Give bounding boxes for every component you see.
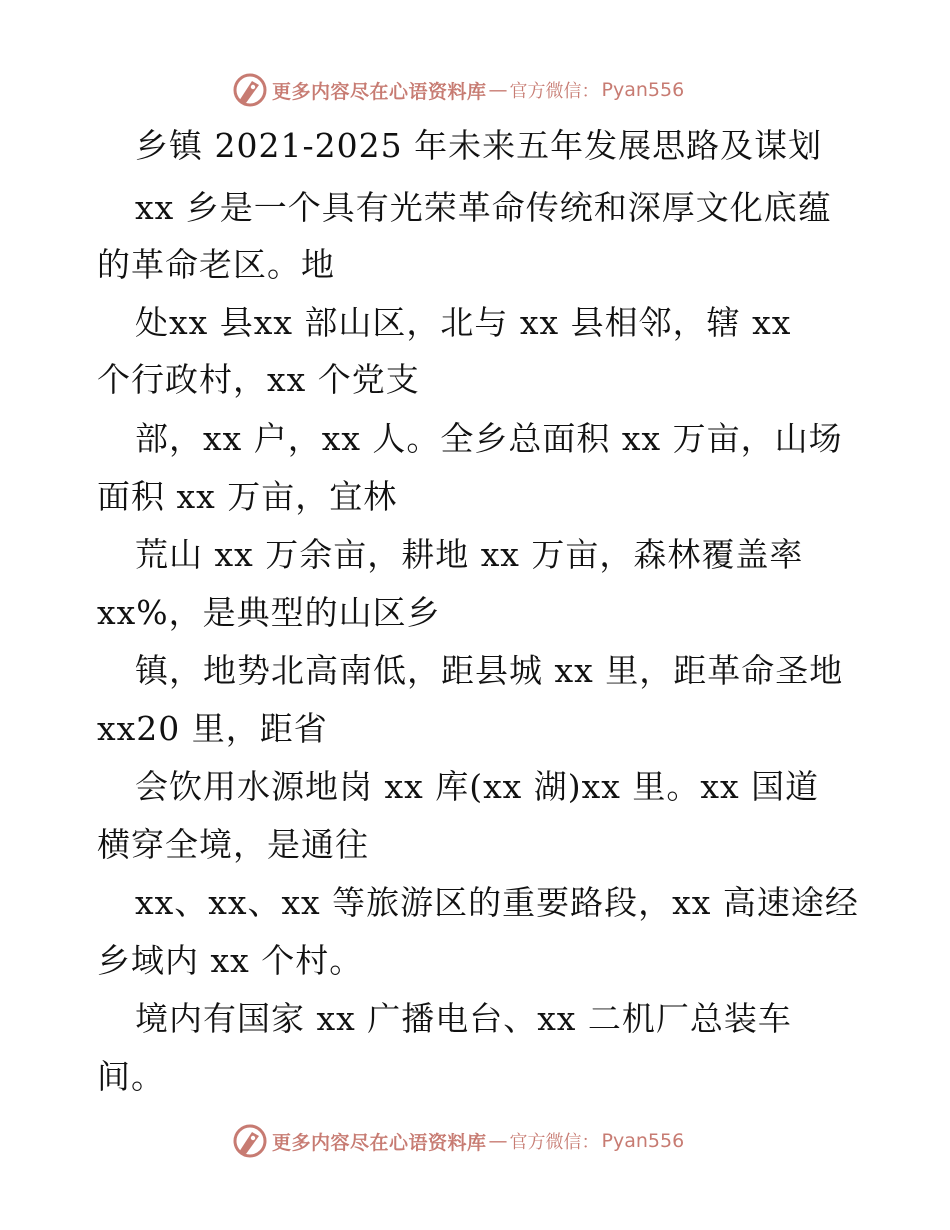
paragraph-line: 横穿全境，是通往 bbox=[97, 825, 369, 864]
watermark-label: 官方微信： bbox=[509, 1132, 600, 1153]
paragraph-line: xx、xx、xx 等旅游区的重要路段，xx 高速途经 bbox=[135, 883, 859, 922]
watermark-id: Pyan556 bbox=[601, 1130, 685, 1152]
watermark-text: 更多内容尽在心语资料库 bbox=[272, 1131, 487, 1154]
pen-nib-circle-icon bbox=[232, 72, 268, 108]
watermark-text: 更多内容尽在心语资料库 bbox=[272, 80, 487, 103]
paragraph-line: 会饮用水源地岗 xx 库(xx 湖)xx 里。xx 国道 bbox=[135, 767, 820, 806]
watermark-id: Pyan556 bbox=[601, 79, 685, 101]
paragraph-line: 镇，地势北高南低，距县城 xx 里，距革命圣地 bbox=[135, 651, 844, 690]
paragraph-line: 部，xx 户，xx 人。全乡总面积 xx 万亩，山场 bbox=[135, 419, 843, 458]
paragraph-line: 境内有国家 xx 广播电台、xx 二机厂总装车 bbox=[135, 999, 792, 1038]
paragraph-line: 面积 xx 万亩，宜林 bbox=[97, 477, 398, 516]
paragraph-line: xx%，是典型的山区乡 bbox=[97, 593, 441, 632]
paragraph-line: 处xx 县xx 部山区，北与 xx 县相邻，辖 xx bbox=[135, 303, 792, 342]
watermark-header bbox=[232, 70, 684, 110]
watermark-footer bbox=[232, 1121, 684, 1161]
pen-nib-circle-icon bbox=[232, 1123, 268, 1159]
document-title: 乡镇 2021-2025 年未来五年发展思路及谋划 bbox=[135, 126, 823, 165]
watermark-label: 官方微信： bbox=[509, 81, 600, 102]
paragraph-line: 间。 bbox=[97, 1057, 165, 1096]
paragraph-line: 个行政村，xx 个党支 bbox=[97, 360, 420, 399]
paragraph-line: xx20 里，距省 bbox=[97, 709, 328, 748]
paragraph-line: 乡域内 xx 个村。 bbox=[97, 941, 364, 980]
paragraph-line: 的革命老区。地 bbox=[97, 245, 335, 284]
watermark-separator: — bbox=[488, 1130, 508, 1152]
paragraph-line: 荒山 xx 万余亩，耕地 xx 万亩，森林覆盖率 bbox=[135, 535, 804, 574]
paragraph-line: xx 乡是一个具有光荣革命传统和深厚文化底蕴 bbox=[135, 188, 832, 227]
watermark-separator: — bbox=[488, 79, 508, 101]
